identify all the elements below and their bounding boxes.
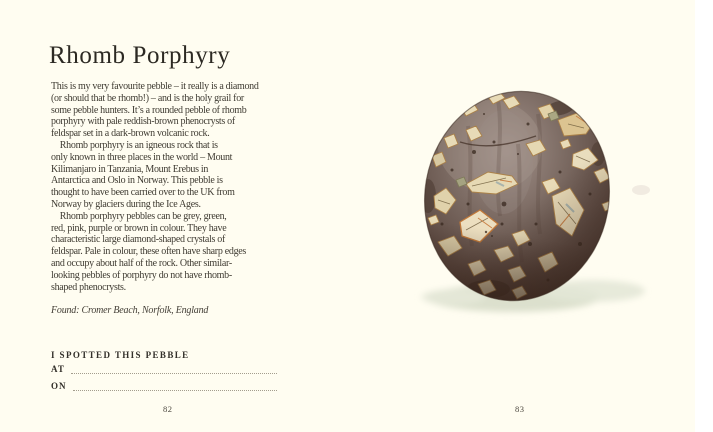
body-line: characteristic large diamond-shaped crystals of — [51, 234, 225, 246]
body-line: Antarctica and Oslo in Norway. This pebble is — [51, 175, 223, 187]
body-line: Norway by glaciers during the Ice Ages. — [51, 198, 201, 210]
spotted-heading: I SPOTTED THIS PEBBLE — [51, 350, 190, 360]
page-title: Rhomb Porphyry — [49, 42, 231, 69]
body-line: feldspar set in a dark-brown volcanic rock. — [51, 128, 210, 140]
found-location: Found: Cromer Beach, Norfolk, England — [51, 305, 209, 316]
body-line: and occupy about half of the rock. Other similar- — [51, 257, 232, 269]
body-line: (or should that be rhomb!) – and is the holy grail for — [51, 92, 244, 104]
on-label: ON — [51, 381, 67, 391]
body-line: Rhomb porphyry pebbles can be grey, green, — [51, 210, 227, 222]
body-line: looking pebbles of porphyry do not have rhomb- — [51, 269, 232, 281]
at-label: AT — [51, 364, 65, 374]
body-line: shaped phenocrysts. — [51, 281, 126, 293]
body-line: red, pink, purple or brown in colour. They have — [51, 222, 227, 234]
body-line: Rhomb porphyry is an igneous rock that is — [51, 139, 218, 151]
body-line: feldspar. Pale in colour, these often have sharp edges — [51, 246, 246, 258]
pebble-illustration — [408, 84, 708, 329]
page-number-right: 83 — [515, 404, 525, 414]
body-line: porphyry with pale reddish-brown phenocrysts of — [51, 116, 235, 128]
body-line: thought to have been carried over to the UK from — [51, 187, 235, 199]
body-line: Kilimanjaro in Tanzania, Mount Erebus in — [51, 163, 209, 175]
body-line: only known in three places in the world – Mount — [51, 151, 233, 163]
page-number-left: 82 — [163, 404, 173, 414]
body-line: This is my very favourite pebble – it really is a diamond — [51, 81, 259, 92]
paint-smudge — [632, 185, 650, 195]
body-line: some pebble hunters. It’s a rounded pebble of rhomb — [51, 104, 247, 116]
